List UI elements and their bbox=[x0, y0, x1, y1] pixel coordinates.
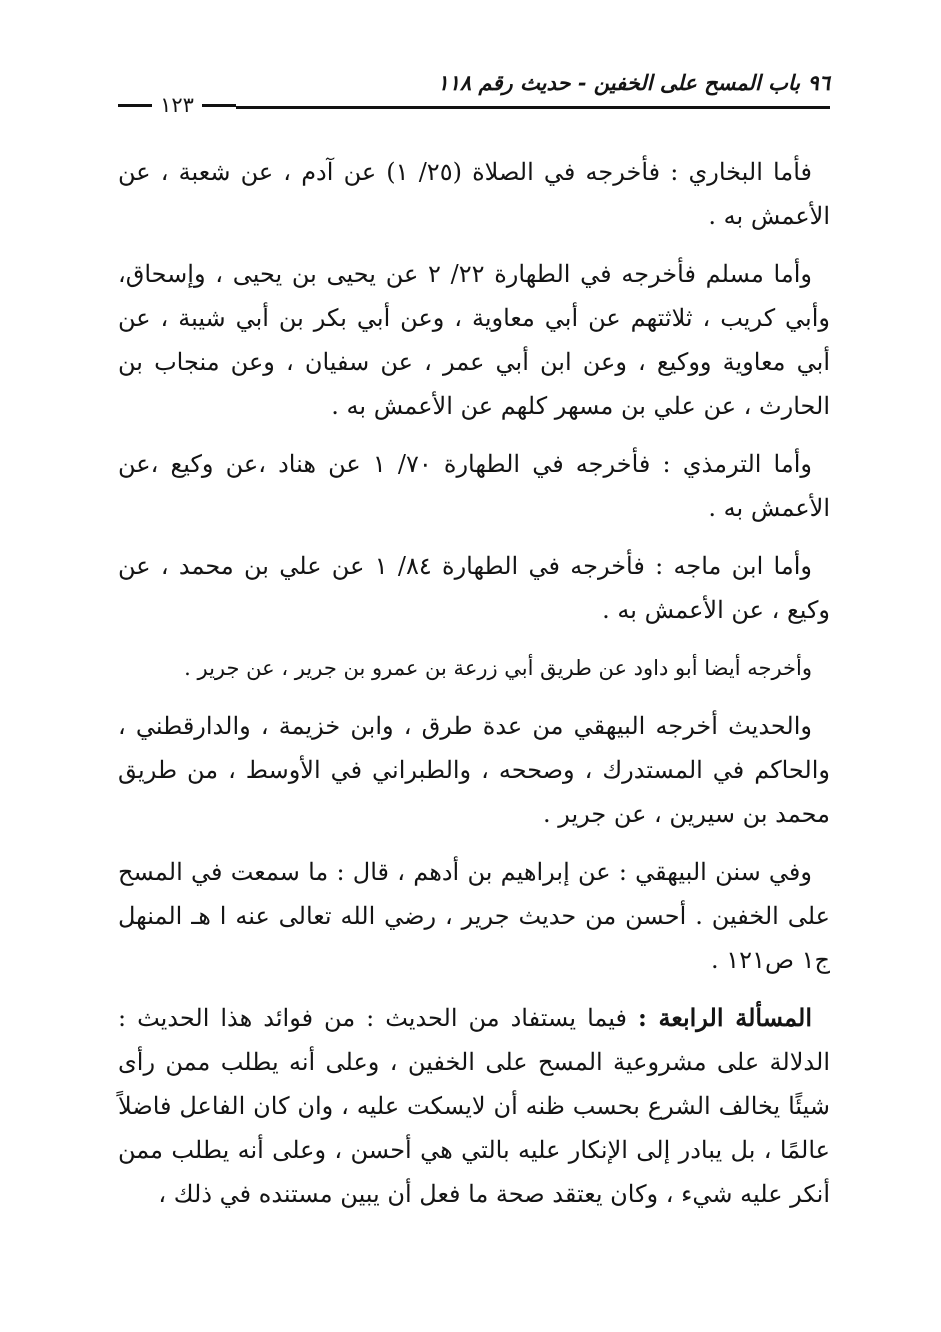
header-rule bbox=[236, 106, 830, 109]
paragraph-bukhari: فأما البخاري : فأخرجه في الصلاة (٢٥/ ١) عن آدم ، عن شعبة ، عن الأعمش به . bbox=[118, 158, 830, 230]
page-number-dash-right bbox=[202, 104, 236, 107]
paragraph-bayhaqi: وفي سنن البيهقي : عن إبراهيم بن أدهم ، قال : ما سمعت في المسح على الخفين . أحسن من حديث جرير ، رضي الله تعالى عنه ا هـ المنهل ج١ ص١٢١ . bbox=[118, 858, 830, 974]
paragraph-tirmidhi: وأما الترمذي : فأخرجه في الطهارة ٧٠/ ١ عن هناد ،عن وكيع ،عن الأعمش به . bbox=[118, 450, 830, 522]
issue-text: فيما يستفاد من الحديث : من فوائد هذا الحديث : الدلالة على مشروعية المسح على الخفين ، وعلى أنه يطلب ممن رأى شيئًا يخالف الشرع بحسب ظنه أن لايسكت عليه ، وان كان الفاعل فاضلاً عالمًا ، بل يبادر إلى الإنكار عليه بالتي هي أحسن ، وعلى أنه يطلب ممن أنكر عليه شيء ، وكان يعتقد صحة ما فعل أن يبين مستنده في ذلك ، bbox=[118, 1004, 830, 1208]
paragraph-fourth-issue bbox=[118, 996, 830, 1216]
page-number-dash-left bbox=[118, 104, 152, 107]
document-page bbox=[118, 60, 830, 1300]
running-header bbox=[118, 60, 830, 117]
paragraph-other-sources: والحديث أخرجه البيهقي من عدة طرق ، وابن خزيمة ، والدارقطني ، والحاكم في المستدرك ، وصححه ، والطبراني في الأوسط ، من طريق محمد بن سيرين ، عن جرير . bbox=[118, 712, 830, 828]
issue-heading: المسألة الرابعة : bbox=[637, 1003, 812, 1032]
page-number-group bbox=[118, 94, 236, 116]
chapter-title: ٩٦ باب المسح على الخفين - حديث رقم ١١٨ bbox=[437, 70, 830, 95]
paragraph-abu-dawud: وأخرجه أيضا أبو داود عن طريق أبي زرعة بن عمرو بن جرير ، عن جرير . bbox=[184, 656, 812, 680]
page-number: ١٢٣ bbox=[160, 93, 194, 117]
paragraph-ibn-majah: وأما ابن ماجه : فأخرجه في الطهارة ٨٤/ ١ عن علي بن محمد ، عن وكيع ، عن الأعمش به . bbox=[118, 552, 830, 624]
paragraph-muslim: وأما مسلم فأخرجه في الطهارة ٢٢/ ٢ عن يحيى بن يحيى ، وإسحاق، وأبي كريب ، ثلاثتهم عن أبي معاوية ، وعن أبي بكر بن أبي شيبة ، عن أبي معاوية ووكيع ، وعن ابن أبي عمر ، عن سفيان ، وعن منجاب بن الحارث ، عن علي بن مسهر كلهم عن الأعمش به . bbox=[118, 260, 830, 420]
page-body bbox=[118, 150, 830, 1216]
